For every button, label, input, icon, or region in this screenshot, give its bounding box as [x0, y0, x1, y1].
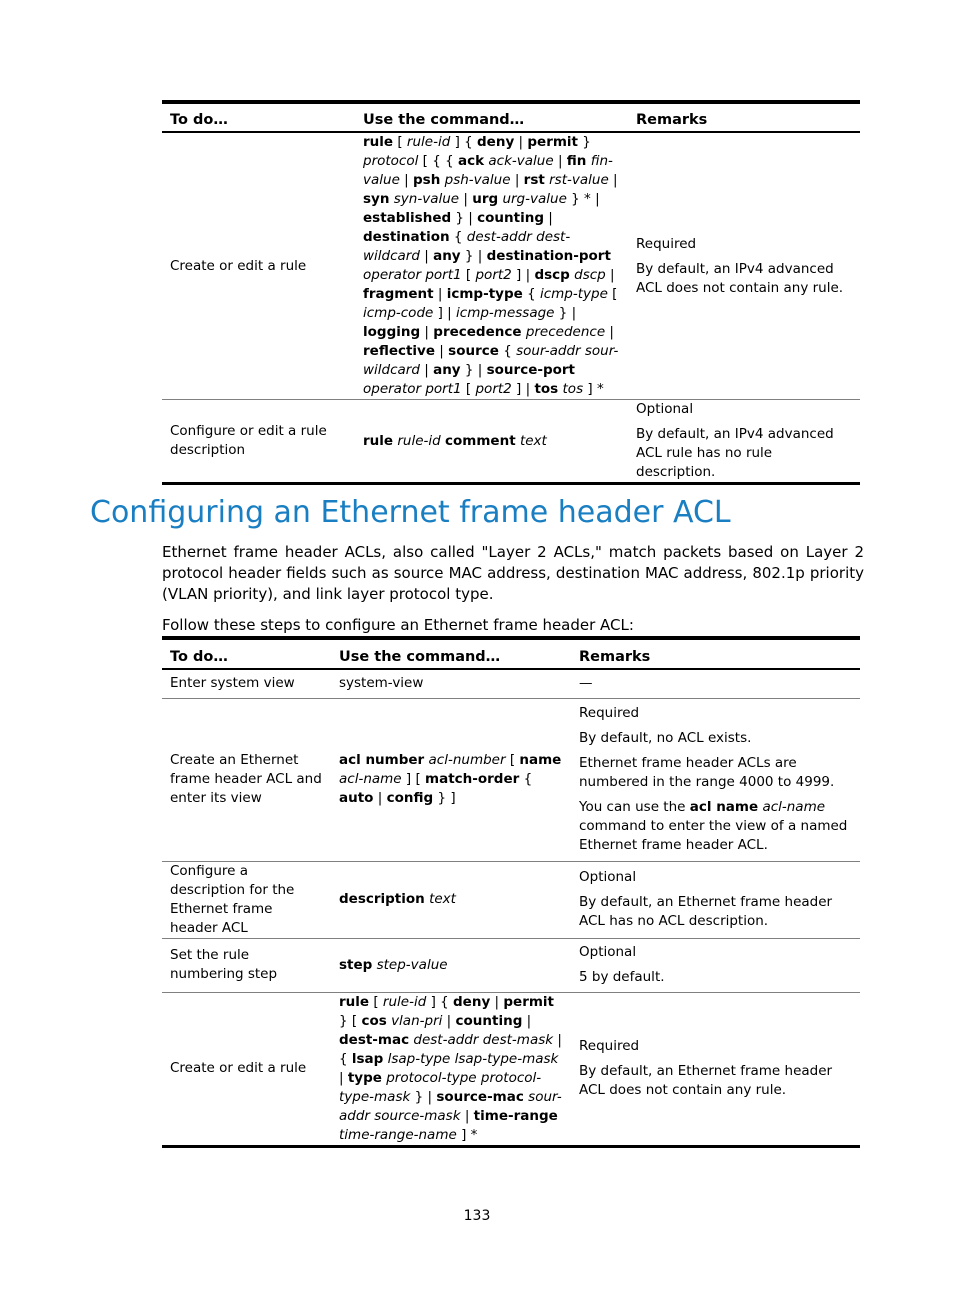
- cell-command: system-view: [339, 675, 424, 692]
- header-todo: To do…: [170, 112, 228, 128]
- remark-line: Optional: [579, 869, 637, 885]
- section-title: Configuring an Ethernet frame header ACL: [90, 495, 731, 530]
- remark-line: By default, an Ethernet frame header ACL has no ACL description.: [579, 894, 833, 929]
- intro-paragraph: Ethernet frame header ACLs, also called "Layer 2 ACLs," match packets based on Layer 2 protocol header fields such as source MAC address, destination MAC address, 802.1p priority (VLAN priority), and link layer protocol type.: [162, 543, 864, 603]
- cell-remarks: [571, 938, 860, 992]
- remark-line: Optional: [579, 944, 637, 960]
- page-number: 133: [463, 1208, 491, 1224]
- cell-todo: Set the rule numbering step: [170, 947, 278, 982]
- remark-line: By default, an IPv4 advanced ACL rule has no rule description.: [636, 426, 834, 480]
- cell-remarks: [571, 992, 860, 1146]
- remark-line: By default, no ACL exists.: [579, 730, 752, 746]
- remark-line: Optional: [636, 401, 694, 417]
- cell-todo: Configure or edit a rule description: [170, 423, 327, 458]
- table-row: [162, 669, 860, 698]
- header-command: Use the command…: [363, 112, 525, 128]
- remark-line: —: [579, 675, 593, 692]
- cell-command: rule [ rule-id ] { deny | permit } [ cos vlan-pri | counting | dest-mac dest-addr dest-mask | { lsap lsap-type lsap-type-mask | type protocol-type protocol-type-mask } | source-mac sour-addr source-mask | time-range time-range-name ] *: [339, 993, 562, 1143]
- steps-intro: Follow these steps to configure an Ethernet frame header ACL:: [162, 616, 634, 634]
- table-header-row: [162, 638, 860, 669]
- table-row: [162, 132, 860, 400]
- cell-command: rule [ rule-id ] { deny | permit } protocol [ { { ack ack-value | fin fin-value | psh psh-value | rst rst-value | syn syn-value | urg urg-value } * | established } | counting | destination { dest-addr dest-wildcard | any } | destination-port operator port1 [ port2 ] | dscp dscp | fragment | icmp-type { icmp-type [ icmp-code ] | icmp-message } | logging | precedence precedence | reflective | source { sour-addr sour-wildcard | any } | source-port operator port1 [ port2 ] | tos tos ] *: [363, 134, 619, 397]
- table-ethernet-frame-header-acl: [162, 636, 860, 1148]
- remark-line: Required: [579, 1038, 640, 1054]
- table-row: [162, 861, 860, 938]
- remark-line: Required: [579, 705, 640, 721]
- cell-command: description text: [339, 891, 456, 907]
- header-command: Use the command…: [339, 649, 501, 665]
- header-todo: To do…: [170, 649, 228, 665]
- header-remarks: Remarks: [636, 112, 708, 128]
- table-ipv4-advanced-acl: [162, 100, 860, 485]
- cell-remarks: [571, 669, 860, 698]
- cell-todo: Enter system view: [170, 675, 295, 692]
- table-row: [162, 698, 860, 861]
- cell-remarks: [571, 698, 860, 861]
- cell-command: step step-value: [339, 956, 448, 973]
- cell-remarks: [628, 132, 860, 400]
- cell-remarks: [571, 861, 860, 938]
- cell-todo: Create or edit a rule: [170, 1060, 307, 1076]
- table-row: [162, 400, 860, 484]
- cell-remarks: [628, 400, 860, 484]
- cell-todo: Configure a description for the Ethernet frame header ACL: [170, 862, 295, 936]
- remark-line: By default, an IPv4 advanced ACL does not contain any rule.: [636, 260, 844, 296]
- remark-line: 5 by default.: [579, 969, 665, 985]
- remark-line: Ethernet frame header ACLs are numbered in the range 4000 to 4999.: [579, 755, 835, 790]
- cell-command: acl number acl-number [ name acl-name ] [ match-order { auto | config } ]: [339, 752, 562, 806]
- cell-todo: Create or edit a rule: [170, 257, 307, 274]
- remark-line: By default, an Ethernet frame header ACL does not contain any rule.: [579, 1063, 833, 1098]
- table-header-row: [162, 102, 860, 132]
- table-row: [162, 938, 860, 992]
- table-row: [162, 992, 860, 1146]
- cell-command: rule rule-id comment text: [363, 432, 547, 449]
- remark-line: You can use the acl name acl-name command to enter the view of a named Ethernet frame header ACL.: [579, 799, 848, 853]
- remark-line: Required: [636, 235, 697, 252]
- cell-todo: Create an Ethernet frame header ACL and enter its view: [170, 752, 322, 806]
- header-remarks: Remarks: [579, 649, 651, 665]
